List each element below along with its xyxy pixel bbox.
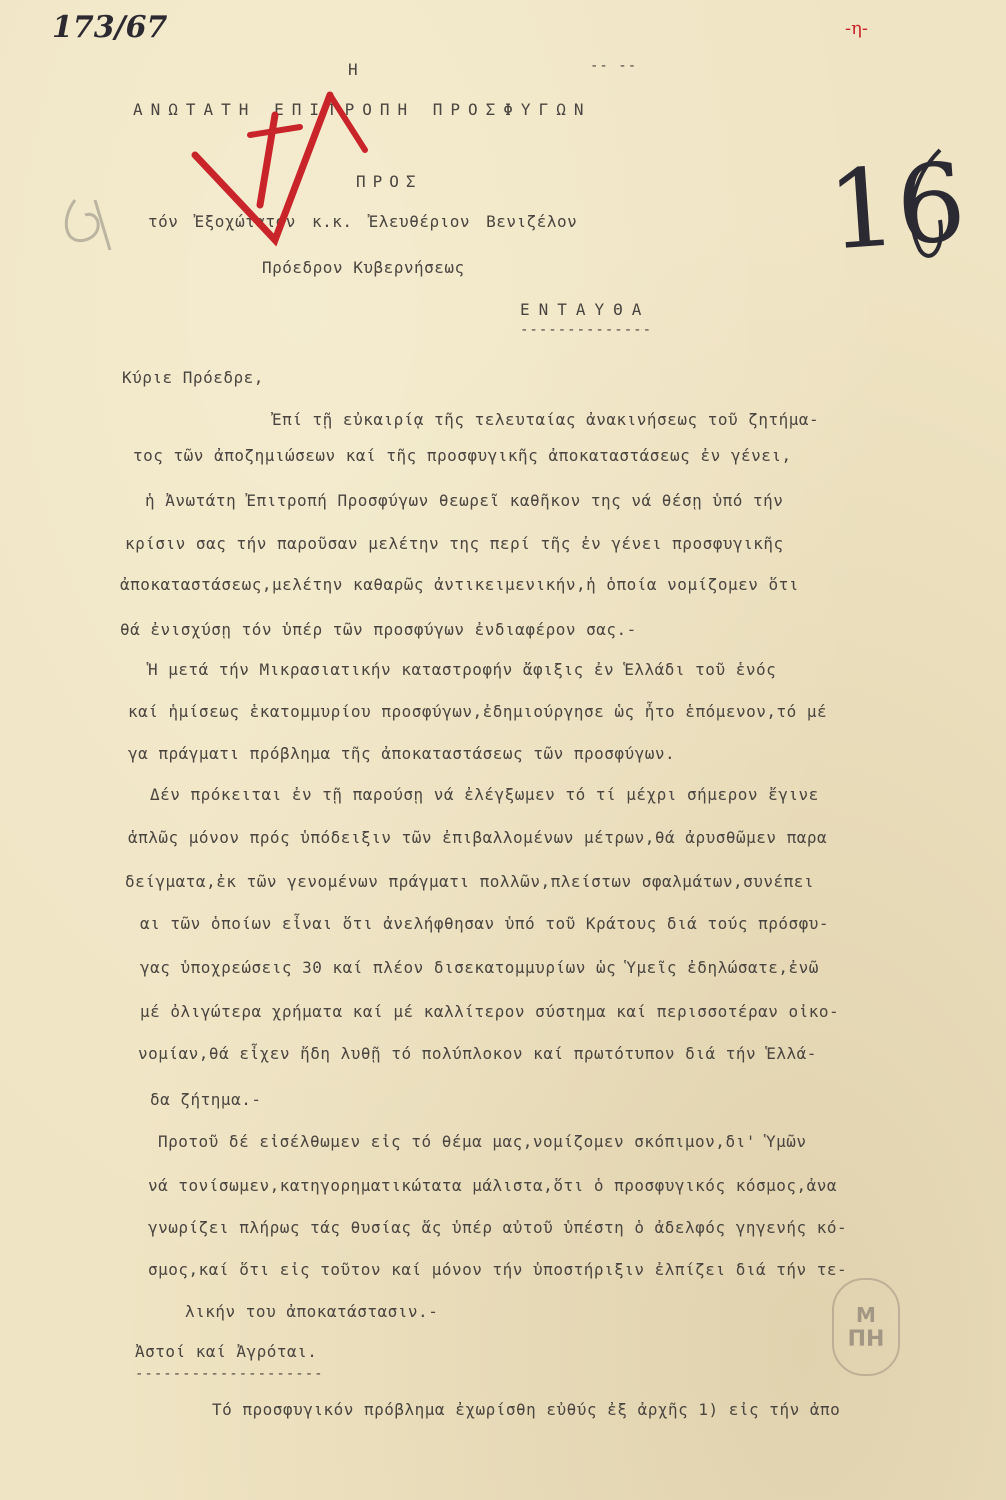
body-line: τος τῶν ἀποζημιώσεων καί τῆς προσφυγικῆς ἀποκαταστάσεως ἐν γένει,: [133, 446, 792, 465]
section-heading: Ἀστοί καί Ἀγρόται.: [135, 1342, 318, 1361]
folio-stroke-icon: [900, 140, 960, 280]
location-underline: --------------: [520, 322, 653, 338]
salutation: Κύριε Πρόεδρε,: [122, 368, 264, 387]
archive-number: 173/67: [52, 10, 168, 45]
body-line: γα πράγματι πρόβλημα τῆς ἀποκαταστάσεως τῶν προσφύγων.: [128, 744, 676, 763]
body-line: γας ὑποχρεώσεις 30 καί πλέον δισεκατομμυρίων ὡς Ὑμεῖς ἐδηλώσατε,ἐνῶ: [140, 958, 819, 977]
red-check-mark-icon: [180, 55, 410, 255]
body-line: νομίαν,θά εἶχεν ἤδη λυθῇ τό πολύπλοκον καί πρωτότυπον διά τήν Ἑλλά-: [138, 1044, 817, 1063]
body-line: δείγματα,ἐκ τῶν γενομένων πράγματι πολλῶν,πλείστων σφαλμάτων,συνέπει: [125, 872, 815, 891]
header-article: Η: [348, 60, 359, 79]
header-pros: ΠΡΟΣ: [356, 172, 423, 191]
section-underline: --------------------: [135, 1366, 324, 1382]
body-line: νά τονίσωμεν,κατηγορηματικώτατα μάλιστα,ὅτι ὁ προσφυγικός κόσμος,ἀνα: [148, 1176, 838, 1195]
page-marker: -η-: [845, 18, 868, 39]
body-line: αι τῶν ὁποίων εἶναι ὅτι ἀνελήφθησαν ὑπό τοῦ Κράτους διά τούς πρόσφυ-: [140, 914, 830, 933]
addressee: τόν Ἐξοχώτατον κ.κ. Ἐλευθέριον Βενιζέλον: [148, 212, 578, 231]
body-line: καί ἡμίσεως ἑκατομμυρίου προσφύγων,ἐδημιούργησε ὡς ἦτο ἑπόμενον,τό μέ: [128, 702, 828, 721]
body-line: κρίσιν σας τήν παροῦσαν μελέτην της περί τῆς ἐν γένει προσφυγικῆς: [125, 534, 784, 553]
stamp-top: Μ: [856, 1302, 876, 1327]
header-dash: -- --: [590, 58, 638, 74]
body-line: γνωρίζει πλήρως τάς θυσίας ἅς ὑπέρ αὐτοῦ ὑπέστη ὁ ἀδελφός γηγενής κό-: [148, 1218, 848, 1237]
body-line: μέ ὀλιγώτερα χρήματα καί μέ καλλίτερον σύστημα καί περισσοτέραν οἰκο-: [140, 1002, 840, 1021]
committee-name: ΑΝΩΤΑΤΗ ΕΠΙΤΡΟΠΗ ΠΡΟΣΦΥΓΩΝ: [133, 100, 592, 119]
body-line: ἀποκαταστάσεως,μελέτην καθαρῶς ἀντικειμενικήν,ἡ ὁποία νομίζομεν ὅτι: [120, 575, 799, 594]
body-line: Ἐπί τῇ εὐκαιρίᾳ τῆς τελευταίας ἀνακινήσεως τοῦ ζητήμα-: [272, 410, 820, 429]
addressee-title: Πρόεδρον Κυβερνήσεως: [262, 258, 465, 277]
folio-number: 16: [823, 140, 970, 275]
stamp-bottom: ΠΗ: [847, 1326, 885, 1352]
body-line: Δέν πρόκειται ἐν τῇ παρούσῃ νά ἐλέγξωμεν τό τί μέχρι σήμερον ἔγινε: [150, 785, 819, 804]
location: ΕΝΤΑΥΘΑ: [520, 300, 651, 319]
body-line: δα ζήτημα.-: [150, 1090, 262, 1109]
archive-stamp: [832, 1278, 900, 1376]
body-line: θά ἐνισχύσῃ τόν ὑπέρ τῶν προσφύγων ἐνδιαφέρον σας.-: [120, 620, 637, 639]
body-line-last: Τό προσφυγικόν πρόβλημα ἐχωρίσθη εὐθύς ἐξ ἀρχῆς 1) εἰς τήν ἀπο: [212, 1400, 841, 1419]
body-line: σμος,καί ὅτι εἰς τοῦτον καί μόνον τήν ὑποστήριξιν ἐλπίζει διά τήν τε-: [148, 1260, 848, 1279]
body-line: Ἡ μετά τήν Μικρασιατικήν καταστροφήν ἄφιξις ἐν Ἑλλάδι τοῦ ἑνός: [148, 660, 777, 679]
pencil-scribble-icon: [55, 180, 135, 260]
body-line: ἁπλῶς μόνον πρός ὑπόδειξιν τῶν ἐπιβαλλομένων μέτρων,θά ἀρυσθῶμεν παρα: [128, 828, 828, 847]
body-line: ἡ Ἀνωτάτη Ἐπιτροπή Προσφύγων θεωρεῖ καθῆκον της νά θέσῃ ὑπό τήν: [145, 491, 784, 510]
body-line: Προτοῦ δέ εἰσέλθωμεν εἰς τό θέμα μας,νομίζομεν σκόπιμον,δι' Ὑμῶν: [158, 1132, 807, 1151]
body-line: λικήν του ἀποκατάστασιν.-: [185, 1302, 439, 1321]
